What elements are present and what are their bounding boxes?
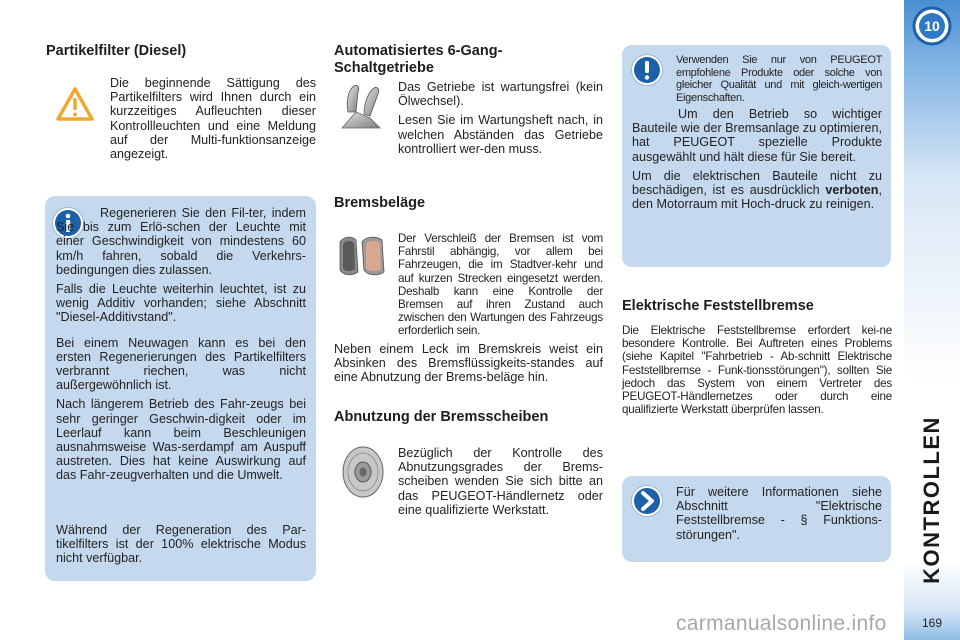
alert-box-content — [632, 107, 882, 211]
warning-text: Die beginnende Sättigung des Partikelfilters wird Ihnen durch ein kurzzeitiges Aufleuchten dieser Kontrollleuchten und eine Meldung auf der Multi-funktionsanzeige angezeigt. — [110, 76, 316, 162]
alert-p2: Um den Betrieb so wichtiger Bauteile wie der Bremsanlage zu optimieren, hat PEUGEOT spezielle Produkte ausgewählt und hält diese für Sie bereit. — [632, 107, 882, 164]
gear-lever-icon — [336, 82, 390, 132]
gearbox-p1: Das Getriebe ist wartungsfrei (kein Ölwechsel). — [398, 80, 603, 109]
warning-icon — [55, 86, 95, 122]
info-p3: Bei einem Neuwagen kann es bei den ersten Regenerierungen des Partikelfilters verbrannt riechen, was nicht außergewöhnlich ist. — [56, 335, 306, 393]
chapter-number: 10 — [924, 18, 940, 34]
alert-p3-bold: verboten — [825, 183, 879, 198]
watermark: carmanualsonline.info — [676, 612, 887, 635]
section-title-parking-brake: Elektrische Feststellbremse — [622, 298, 814, 314]
discs-p1: Bezüglich der Kontrolle des Abnutzungsgrades der Brems-scheiben wenden Sie sich bitte an das PEUGEOT-Händlernetz oder eine qualifizierte Werkstatt. — [398, 446, 603, 517]
alert-p3 — [632, 169, 882, 212]
parking-p1: Die Elektrische Feststellbremse erfordert kei-ne besondere Kontrolle. Bei Auftreten eines Problems (siehe Kapitel "Fahrbetrieb - Ab-schnitt Elektrische Feststellbremse - Funk-tionsstörungen"), sollten Sie jedoch das System von einem Vertreter des PEUGEOT-Händlernetzes oder durch eine qualifizierte Werkstatt überprüfen lassen. — [622, 324, 892, 417]
section-title-gearbox: Automatisiertes 6-Gang-Schaltgetriebe — [334, 43, 503, 76]
alert-p1: Verwenden Sie nur von PEUGEOT empfohlene Produkte oder solche von gleicher Qualität und mit gleich-wertigen Eigenschaften. — [676, 54, 882, 104]
alert-p3-part2: , den Motorraum mit Hoch-druck zu reinigen. — [632, 183, 882, 212]
section-title-pads: Bremsbeläge — [334, 195, 426, 211]
chapter-sidebar — [904, 0, 960, 640]
info-p1: Regenerieren Sie den Fil-ter, indem Sie bis zum Erlö-schen der Leuchte mit einer Geschwindigkeit von mindestens 60 km/h fahren, sobald die Verkehrs-bedingungen dies zulassen. — [56, 206, 306, 277]
pads-p1-indent — [334, 232, 603, 338]
info-box-content — [56, 206, 306, 483]
info-p5: Während der Regeneration des Par-tikelfilters ist der 100% elektrische Modus nicht verfügbar. — [56, 523, 306, 566]
chevron-right-icon — [630, 484, 664, 518]
info-p4: Nach längerem Betrieb des Fahr-zeugs bei sehr geringer Geschwin-digkeit oder im Leerlauf kann beim Beschleunigen ausnahmsweise Was-serdampf am Auspuff austreten. Dies hat keine Auswirkung auf das Fahr-zeugverhalten und die Umwelt. — [56, 397, 306, 483]
section-title-discs: Abnutzung der Bremsscheiben — [334, 409, 549, 425]
chapter-number-badge — [912, 6, 952, 46]
chapter-title: KONTROLLEN — [919, 416, 944, 584]
pads-text — [334, 232, 603, 338]
pads-p1: Der Verschleiß der Bremsen ist vom Fahrstil abhängig, vor allem bei Fahrzeugen, die im Stadtver-kehr und auf kurzen Strecken eingesetzt werden. Deshalb kann eine Kontrolle der Bremsen auf ihren Zustand auch zwischen den Wartungen des Fahrzeugs erforderlich sein. — [398, 232, 603, 338]
gearbox-p2: Lesen Sie im Wartungsheft nach, in welchen Abständen das Getriebe kontrolliert wer-den muss. — [398, 113, 603, 156]
alert-icon — [630, 53, 664, 87]
pads-p2: Neben einem Leck im Bremskreis weist ein Absinken des Bremsflüssigkeits-standes auf eine Abnutzung der Brems-beläge hin. — [334, 342, 603, 385]
section-title-partikelfilter: Partikelfilter (Diesel) — [46, 43, 187, 59]
brake-disc-icon — [338, 444, 388, 500]
alert-p3-part1: Um die elektrischen Bauteile nicht zu beschädigen, ist es ausdrücklich — [632, 168, 882, 198]
reference-text: Für weitere Informationen siehe Abschnitt "Elektrische Feststellbremse - § Funktions-störungen". — [676, 485, 882, 542]
info-p2: Falls die Leuchte weiterhin leuchtet, ist zu wenig Additiv vorhanden; siehe Abschnitt "Diesel-Additivstand". — [56, 282, 306, 325]
gearbox-text — [398, 80, 603, 156]
page-number: 169 — [921, 616, 943, 630]
